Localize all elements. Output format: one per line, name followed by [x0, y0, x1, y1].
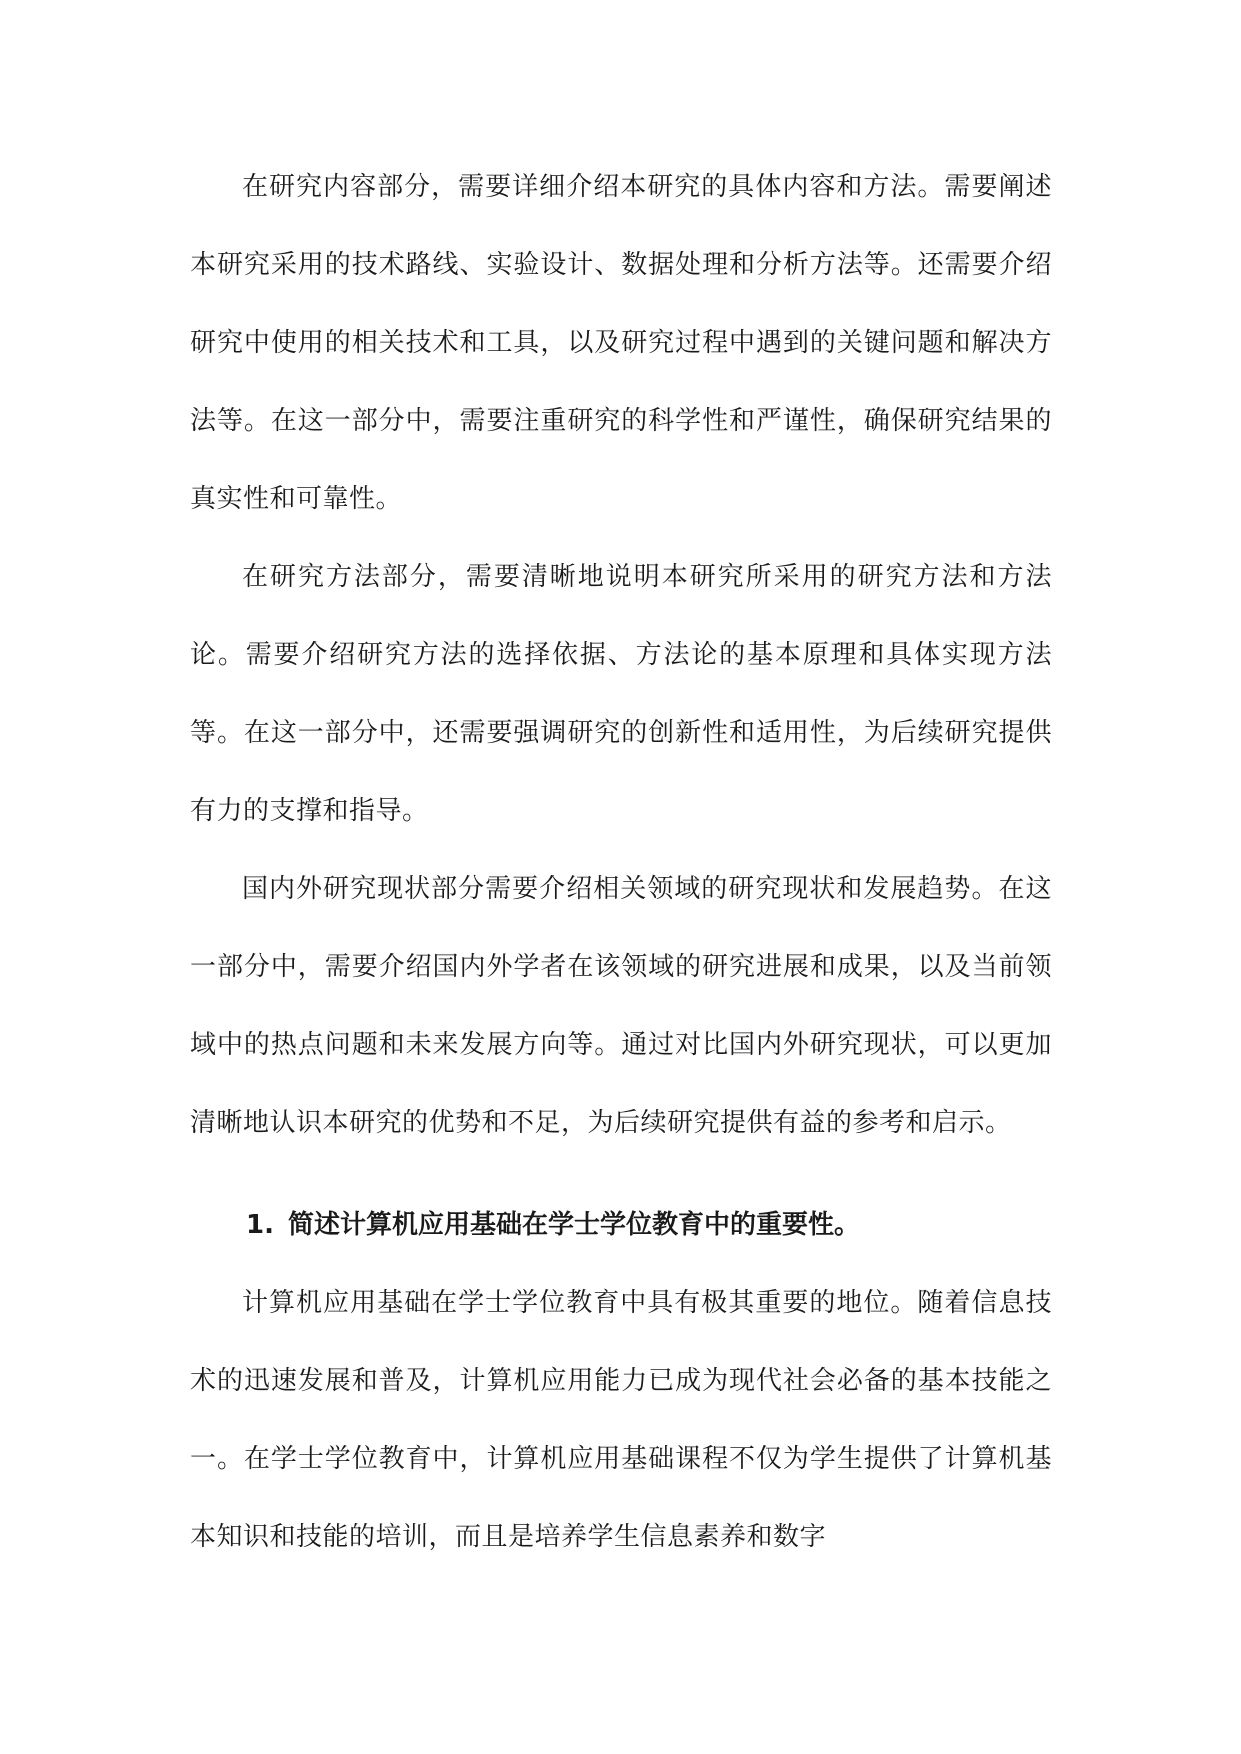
section-heading — [190, 1186, 1052, 1264]
paragraph-research-method: 在研究方法部分，需要清晰地说明本研究所采用的研究方法和方法论。需要介绍研究方法的选择依据、方法论的基本原理和具体实现方法等。在这一部分中，还需要强调研究的创新性和适用性，为后续研究提供有力的支撑和指导。 — [190, 562, 1052, 826]
paragraph-research-content: 在研究内容部分，需要详细介绍本研究的具体内容和方法。需要阐述本研究采用的技术路线、实验设计、数据处理和分析方法等。还需要介绍研究中使用的相关技术和工具，以及研究过程中遇到的关键问题和解决方法等。在这一部分中，需要注重研究的科学性和严谨性，确保研究结果的真实性和可靠性。 — [190, 172, 1052, 514]
paragraph-research-status: 国内外研究现状部分需要介绍相关领域的研究现状和发展趋势。在这一部分中，需要介绍国内外学者在该领域的研究进展和成果，以及当前领域中的热点问题和未来发展方向等。通过对比国内外研究现状，可以更加清晰地认识本研究的优势和不足，为后续研究提供有益的参考和启示。 — [190, 874, 1052, 1138]
section-heading-text: 简述计算机应用基础在学士学位教育中的重要性。 — [288, 1210, 861, 1240]
document-body — [190, 148, 1052, 1576]
paragraph-importance: 计算机应用基础在学士学位教育中具有极其重要的地位。随着信息技术的迅速发展和普及，计算机应用能力已成为现代社会必备的基本技能之一。在学士学位教育中，计算机应用基础课程不仅为学生提供了计算机基本知识和技能的培训，而且是培养学生信息素养和数字 — [190, 1288, 1052, 1552]
section-heading-number: 1. — [246, 1210, 274, 1240]
